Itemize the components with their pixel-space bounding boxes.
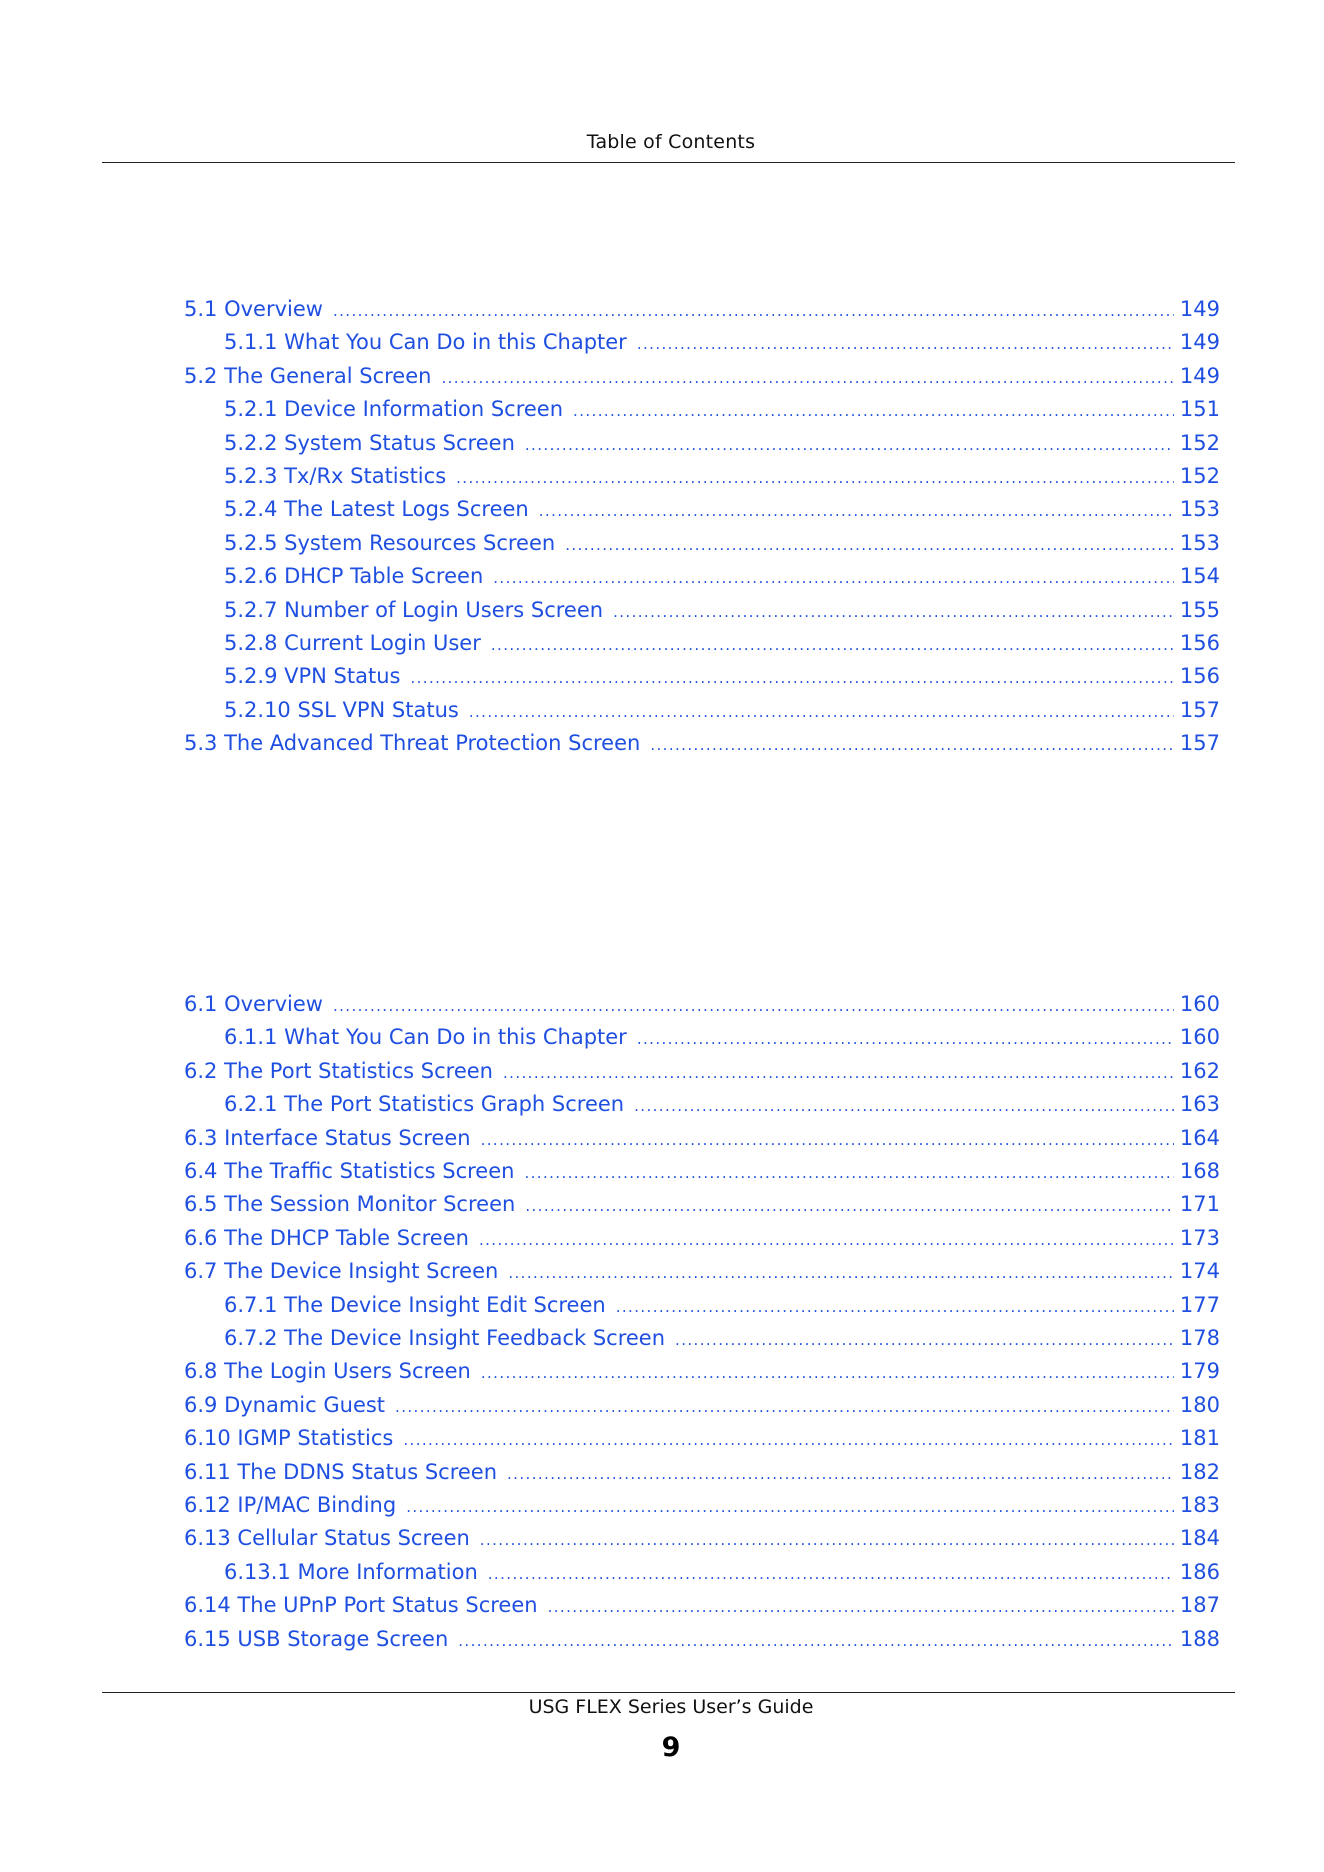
toc-entry-page-number: 180	[1179, 1392, 1220, 1417]
toc-dot-leader	[637, 1022, 1174, 1056]
toc-entry[interactable]	[224, 626, 1220, 660]
toc-entry-page-number: 157	[1179, 697, 1220, 722]
toc-entry-title: 6.14 The UPnP Port Status Screen	[184, 1593, 538, 1618]
toc-dot-leader	[525, 428, 1174, 462]
toc-entry[interactable]	[224, 392, 1220, 426]
toc-dot-leader	[613, 595, 1174, 629]
toc-entry[interactable]	[224, 325, 1220, 359]
toc-entry[interactable]	[184, 1488, 1220, 1522]
toc-entry-page-number: 157	[1179, 731, 1220, 756]
toc-entry-title: 6.12 IP/MAC Binding	[184, 1493, 397, 1517]
toc-entry[interactable]	[184, 1421, 1220, 1455]
toc-entry-title: 6.2.1 The Port Statistics Graph Screen	[224, 1092, 625, 1117]
toc-dot-leader	[650, 728, 1174, 762]
toc-entry[interactable]	[184, 1121, 1220, 1155]
toc-dot-leader	[469, 695, 1174, 729]
toc-dot-leader	[539, 494, 1174, 528]
toc-entry[interactable]	[224, 1288, 1220, 1322]
toc-entry[interactable]	[184, 1388, 1220, 1422]
toc-entry-page-number: 156	[1179, 664, 1220, 689]
toc-entry[interactable]	[184, 726, 1220, 760]
toc-entry-page-number: 178	[1179, 1326, 1220, 1350]
toc-dot-leader	[480, 1523, 1174, 1557]
toc-dot-leader	[573, 394, 1174, 428]
toc-entry-title: 5.2.5 System Resources Screen	[224, 530, 556, 555]
toc-entry[interactable]	[224, 526, 1220, 560]
toc-entry-title: 6.8 The Login Users Screen	[184, 1359, 471, 1384]
toc-entry-page-number: 181	[1179, 1426, 1220, 1451]
toc-entry-title: 5.2.10 SSL VPN Status	[224, 697, 459, 722]
toc-entry-page-number: 162	[1179, 1058, 1220, 1083]
toc-dot-leader	[488, 1557, 1174, 1591]
toc-entry-page-number: 149	[1179, 297, 1220, 321]
footer-divider	[102, 1692, 1235, 1693]
toc-entry-page-number: 186	[1179, 1559, 1220, 1584]
toc-entry-title: 5.2.1 Device Information Screen	[224, 397, 564, 422]
toc-entry-title: 5.2.4 The Latest Logs Screen	[224, 497, 529, 522]
toc-entry[interactable]	[184, 1455, 1220, 1489]
toc-entry-title: 6.9 Dynamic Guest	[184, 1392, 386, 1417]
toc-entry-page-number: 174	[1179, 1259, 1220, 1284]
toc-entry-title: 6.2 The Port Statistics Screen	[184, 1058, 493, 1083]
toc-dot-leader	[675, 1323, 1174, 1357]
toc-entry-page-number: 177	[1179, 1292, 1220, 1317]
toc-entry[interactable]	[224, 1321, 1220, 1355]
toc-entry[interactable]	[224, 693, 1220, 727]
toc-dot-leader	[481, 1123, 1174, 1157]
toc-entry[interactable]	[224, 492, 1220, 526]
toc-entry-title: 6.7.2 The Device Insight Feedback Screen	[224, 1326, 666, 1350]
toc-entry[interactable]	[184, 359, 1220, 393]
toc-entry[interactable]	[224, 659, 1220, 693]
toc-entry-page-number: 152	[1179, 430, 1220, 455]
toc-entry[interactable]	[224, 1020, 1220, 1054]
toc-dot-leader	[525, 1189, 1174, 1223]
toc-entry[interactable]	[184, 987, 1220, 1021]
toc-entry[interactable]	[184, 1622, 1220, 1656]
toc-entry-page-number: 164	[1179, 1125, 1220, 1150]
toc-entry-title: 5.2.6 DHCP Table Screen	[224, 564, 484, 589]
toc-entry-page-number: 154	[1179, 564, 1220, 589]
toc-entry-page-number: 188	[1179, 1626, 1220, 1651]
toc-entry[interactable]	[184, 1354, 1220, 1388]
toc-entry-title: 6.7.1 The Device Insight Edit Screen	[224, 1292, 606, 1317]
toc-entry-title: 5.2 The General Screen	[184, 363, 432, 388]
toc-entry-page-number: 171	[1179, 1192, 1220, 1217]
toc-entry-page-number: 179	[1179, 1359, 1220, 1384]
toc-entry[interactable]	[224, 426, 1220, 460]
toc-entry[interactable]	[184, 292, 1220, 326]
toc-entry[interactable]	[184, 1588, 1220, 1622]
toc-entry-title: 6.1 Overview	[184, 992, 323, 1016]
toc-dot-leader	[333, 294, 1174, 328]
toc-dot-leader	[406, 1490, 1174, 1524]
toc-dot-leader	[507, 1457, 1174, 1491]
toc-entry-page-number: 156	[1179, 631, 1220, 655]
toc-entry-page-number: 173	[1179, 1225, 1220, 1250]
toc-dot-leader	[524, 1156, 1173, 1190]
toc-dot-leader	[508, 1256, 1174, 1290]
toc-dot-leader	[481, 1356, 1174, 1390]
toc-entry[interactable]	[184, 1221, 1220, 1255]
toc-dot-leader	[634, 1089, 1174, 1123]
toc-entry-page-number: 149	[1179, 330, 1220, 355]
toc-dot-leader	[493, 561, 1174, 595]
toc-entry-title: 6.4 The Traffic Statistics Screen	[184, 1159, 515, 1183]
toc-entry-title: 6.13.1 More Information	[224, 1559, 478, 1584]
footer-guide-title: USG FLEX Series User’s Guide	[528, 1696, 814, 1718]
toc-dot-leader	[458, 1624, 1174, 1658]
page-header-title: Table of Contents	[586, 131, 756, 153]
toc-dot-leader	[491, 628, 1174, 662]
toc-dot-leader	[616, 1290, 1174, 1324]
toc-entry-title: 5.2.3 Tx/Rx Statistics	[224, 464, 447, 488]
toc-dot-leader	[565, 528, 1174, 562]
toc-entry-page-number: 187	[1179, 1593, 1220, 1618]
toc-entry-page-number: 151	[1179, 397, 1220, 422]
toc-entry[interactable]	[184, 1254, 1220, 1288]
toc-entry[interactable]	[224, 1555, 1220, 1589]
toc-dot-leader	[548, 1590, 1174, 1624]
toc-entry-title: 6.11 The DDNS Status Screen	[184, 1459, 498, 1484]
toc-entry-title: 5.1.1 What You Can Do in this Chapter	[224, 330, 627, 355]
toc-entry-title: 6.6 The DHCP Table Screen	[184, 1225, 469, 1250]
toc-entry-page-number: 182	[1179, 1459, 1220, 1484]
toc-dot-leader	[403, 1423, 1174, 1457]
toc-entry-title: 5.2.7 Number of Login Users Screen	[224, 597, 604, 622]
toc-dot-leader	[333, 989, 1174, 1023]
toc-entry-page-number: 160	[1179, 1025, 1220, 1050]
toc-entry-page-number: 160	[1179, 992, 1220, 1016]
toc-entry-title: 5.2.9 VPN Status	[224, 664, 401, 689]
toc-entry-title: 6.15 USB Storage Screen	[184, 1626, 449, 1651]
toc-entry-page-number: 168	[1179, 1159, 1220, 1183]
toc-dot-leader	[637, 327, 1174, 361]
toc-entry-page-number: 155	[1179, 597, 1220, 622]
toc-entry-title: 6.5 The Session Monitor Screen	[184, 1192, 516, 1217]
toc-entry-page-number: 153	[1179, 497, 1220, 522]
toc-entry[interactable]	[184, 1154, 1220, 1188]
toc-entry-title: 5.2.8 Current Login User	[224, 631, 481, 655]
toc-dot-leader	[456, 461, 1174, 495]
toc-entry[interactable]	[184, 1054, 1220, 1088]
toc-entry-title: 5.3 The Advanced Threat Protection Screen	[184, 731, 641, 756]
toc-entry-page-number: 183	[1179, 1493, 1220, 1517]
toc-entry-title: 6.10 IGMP Statistics	[184, 1426, 394, 1451]
toc-entry-title: 5.2.2 System Status Screen	[224, 430, 515, 455]
toc-entry-title: 6.3 Interface Status Screen	[184, 1125, 471, 1150]
toc-dot-leader	[410, 661, 1173, 695]
toc-entry-page-number: 163	[1179, 1092, 1220, 1117]
toc-entry[interactable]	[224, 1087, 1220, 1121]
page-number: 9	[661, 1732, 681, 1763]
toc-entry-title: 6.13 Cellular Status Screen	[184, 1526, 470, 1551]
toc-entry-page-number: 153	[1179, 530, 1220, 555]
toc-entry[interactable]	[184, 1187, 1220, 1221]
toc-entry-page-number: 184	[1179, 1526, 1220, 1551]
toc-dot-leader	[395, 1390, 1174, 1424]
toc-entry-page-number: 152	[1179, 464, 1220, 488]
toc-entry-title: 6.7 The Device Insight Screen	[184, 1259, 499, 1284]
toc-entry-page-number: 149	[1179, 363, 1220, 388]
toc-entry-title: 6.1.1 What You Can Do in this Chapter	[224, 1025, 627, 1050]
toc-dot-leader	[479, 1223, 1174, 1257]
toc-dot-leader	[503, 1056, 1174, 1090]
header-divider	[102, 162, 1235, 163]
toc-entry[interactable]	[224, 559, 1220, 593]
toc-entry[interactable]	[224, 593, 1220, 627]
toc-dot-leader	[441, 361, 1173, 395]
toc-entry[interactable]	[184, 1521, 1220, 1555]
toc-entry-title: 5.1 Overview	[184, 297, 323, 321]
toc-entry[interactable]	[224, 459, 1220, 493]
